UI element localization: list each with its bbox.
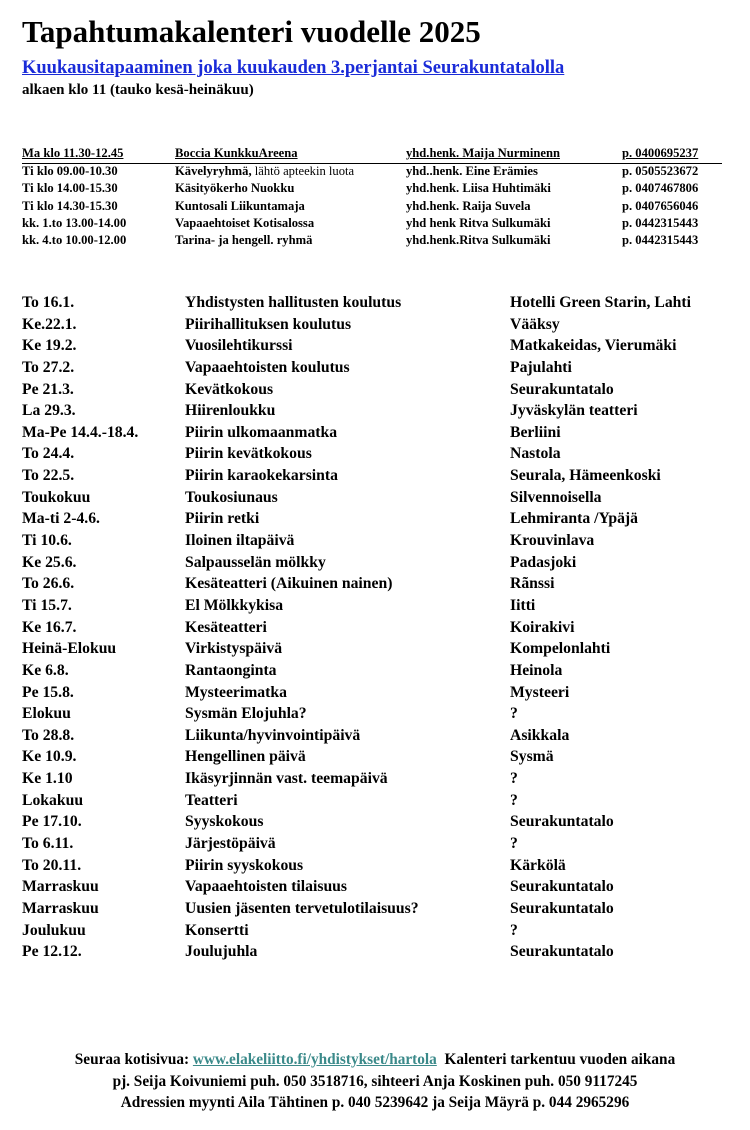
weekly-row bbox=[22, 216, 722, 233]
event-place: Seurakuntatalo bbox=[510, 899, 614, 917]
event-place: Kompelonlahti bbox=[510, 640, 611, 658]
event-date: To 26.6. bbox=[22, 575, 75, 593]
event-row bbox=[22, 640, 732, 662]
event-date: Marraskuu bbox=[22, 878, 99, 896]
event-place: Krouvinlava bbox=[510, 532, 595, 550]
event-row bbox=[22, 467, 732, 489]
event-date: To 16.1. bbox=[22, 294, 75, 311]
weekly-activity-text: Vapaaehtoiset Kotisalossa bbox=[175, 215, 315, 230]
event-name: Mysteerimatka bbox=[185, 683, 287, 701]
event-place: Nastola bbox=[510, 445, 561, 463]
weekly-contact: yhd henk Ritva Sulkumäki bbox=[406, 215, 551, 230]
event-place: Sysmä bbox=[510, 748, 554, 766]
event-name: Piirin karaokekarsinta bbox=[185, 467, 338, 485]
event-row bbox=[22, 597, 732, 619]
event-name: Joulujuhla bbox=[185, 943, 258, 961]
weekly-phone: p. 0407656046 bbox=[622, 198, 699, 213]
event-row bbox=[22, 727, 732, 749]
page-title: Tapahtumakalenteri vuodelle 2025 bbox=[22, 14, 481, 49]
monthly-meeting-link[interactable]: Kuukausitapaaminen joka kuukauden 3.perjantai Seurakuntatalolla bbox=[22, 58, 565, 78]
event-row bbox=[22, 684, 732, 706]
event-name: Salpausselän mölkky bbox=[185, 553, 326, 571]
weekly-activity bbox=[175, 216, 314, 231]
weekly-row bbox=[22, 233, 722, 250]
event-row bbox=[22, 813, 732, 835]
event-place: Mysteeri bbox=[510, 683, 570, 701]
event-name: Vapaaehtoisten koulutus bbox=[185, 358, 350, 376]
event-place: Padasjoki bbox=[510, 553, 577, 571]
weekly-phone: p. 0505523672 bbox=[622, 164, 699, 179]
event-date: Ke 25.6. bbox=[22, 553, 77, 571]
event-name: Piirihallituksen koulutus bbox=[185, 315, 352, 333]
event-row bbox=[22, 575, 732, 597]
weekly-activity-text: Käsityökerho Nuokku bbox=[175, 181, 295, 196]
event-name: Liikunta/hyvinvointipäivä bbox=[185, 726, 361, 744]
weekly-activity bbox=[175, 146, 298, 161]
weekly-contact: yhd.henk. Raija Suvela bbox=[406, 198, 531, 213]
event-date: Ma-Pe 14.4.-18.4. bbox=[22, 423, 139, 441]
event-row bbox=[22, 705, 732, 727]
event-row bbox=[22, 748, 732, 770]
event-place: Seurala, Hämeenkoski bbox=[510, 467, 661, 485]
weekly-contact: yhd.henk. Liisa Huhtimäki bbox=[406, 181, 551, 196]
event-place: Asikkala bbox=[510, 726, 570, 744]
event-date: To 28.8. bbox=[22, 726, 75, 744]
footer-homepage-label: Seuraa kotisivua: bbox=[74, 1051, 193, 1068]
weekly-activity bbox=[175, 164, 354, 179]
event-name: El Mölkkykisa bbox=[185, 596, 284, 614]
weekly-time: kk. 1.to 13.00-14.00 bbox=[22, 215, 127, 230]
event-date: Ti 15.7. bbox=[22, 596, 72, 614]
event-date: To 20.11. bbox=[22, 856, 82, 874]
event-place: Hotelli Green Starin, Lahti bbox=[510, 294, 691, 311]
event-place: Vääksy bbox=[510, 315, 560, 333]
event-row bbox=[22, 337, 732, 359]
event-place: Kärkölä bbox=[510, 856, 566, 874]
weekly-phone: p. 0442315443 bbox=[622, 215, 699, 230]
event-date: Joulukuu bbox=[22, 921, 86, 939]
event-date: Elokuu bbox=[22, 705, 71, 723]
event-row bbox=[22, 532, 732, 554]
event-name: Piirin retki bbox=[185, 510, 260, 528]
weekly-activity-text: Tarina- ja hengell. ryhmä bbox=[175, 232, 313, 247]
event-date: Toukokuu bbox=[22, 488, 91, 506]
event-name: Hengellinen päivä bbox=[185, 748, 306, 766]
event-date: Ke.22.1. bbox=[22, 315, 77, 333]
event-date: Pe 21.3. bbox=[22, 380, 74, 398]
event-name: Vuosilehtikurssi bbox=[185, 337, 293, 355]
event-date: La 29.3. bbox=[22, 402, 76, 420]
event-name: Piirin kevätkokous bbox=[185, 445, 312, 463]
event-name: Syyskokous bbox=[185, 813, 264, 831]
event-place: Seurakuntatalo bbox=[510, 380, 614, 398]
event-date: Ke 6.8. bbox=[22, 661, 69, 679]
event-place: Heinola bbox=[510, 661, 563, 679]
weekly-time: Ti klo 14.30-15.30 bbox=[22, 198, 118, 213]
footer-line-homepage bbox=[0, 1049, 750, 1071]
event-name: Kesäteatteri bbox=[185, 618, 267, 636]
weekly-activities bbox=[22, 146, 722, 250]
event-row bbox=[22, 662, 732, 684]
event-row bbox=[22, 878, 732, 900]
event-name: Kesäteatteri (Aikuinen nainen) bbox=[185, 575, 393, 593]
event-place: Matkakeidas, Vierumäki bbox=[510, 337, 677, 355]
event-date: Ke 1.10 bbox=[22, 770, 73, 788]
event-row bbox=[22, 489, 732, 511]
event-row bbox=[22, 316, 732, 338]
event-place: Rãnssi bbox=[510, 575, 555, 593]
event-date: To 22.5. bbox=[22, 467, 75, 485]
event-name: Teatteri bbox=[185, 791, 238, 809]
footer-line-cards: Adressien myynti Aila Tähtinen p. 040 5239642 ja Seija Mäyrä p. 044 2965296 bbox=[120, 1094, 630, 1111]
event-row bbox=[22, 424, 732, 446]
weekly-activity-text: Boccia KunkkuAreena bbox=[175, 146, 298, 160]
event-row bbox=[22, 922, 732, 944]
event-name: Rantaonginta bbox=[185, 661, 277, 679]
event-row bbox=[22, 835, 732, 857]
event-name: Toukosiunaus bbox=[185, 488, 278, 506]
event-date: Ma-ti 2-4.6. bbox=[22, 510, 100, 528]
weekly-row bbox=[22, 164, 722, 181]
footer-calendar-note: Kalenteri tarkentuu vuoden aikana bbox=[436, 1051, 676, 1068]
weekly-row bbox=[22, 199, 722, 216]
event-date: Pe 15.8. bbox=[22, 683, 74, 701]
event-name: Kevätkokous bbox=[185, 380, 274, 398]
event-place: Lehmiranta /Ypäjä bbox=[510, 510, 638, 528]
event-date: Ke 19.2. bbox=[22, 337, 77, 355]
event-row bbox=[22, 510, 732, 532]
weekly-contact: yhd..henk. Eine Erämies bbox=[406, 164, 538, 179]
event-name: Konsertti bbox=[185, 921, 249, 939]
event-name: Vapaaehtoisten tilaisuus bbox=[185, 878, 347, 896]
event-date: Ke 16.7. bbox=[22, 618, 77, 636]
event-row bbox=[22, 770, 732, 792]
weekly-phone: p. 0442315443 bbox=[622, 232, 699, 247]
event-name: Hiirenloukku bbox=[185, 402, 276, 420]
footer-line-officers: pj. Seija Koivuniemi puh. 050 3518716, sihteeri Anja Koskinen puh. 050 9117245 bbox=[112, 1072, 638, 1090]
event-place: ? bbox=[510, 791, 518, 809]
monthly-meeting-note: alkaen klo 11 (tauko kesä-heinäkuu) bbox=[22, 82, 254, 98]
event-row bbox=[22, 554, 732, 576]
events-table bbox=[22, 294, 732, 965]
event-row bbox=[22, 381, 732, 403]
weekly-activity-text: Kävelyryhmä, bbox=[175, 164, 252, 179]
event-place: ? bbox=[510, 835, 518, 853]
weekly-time: kk. 4.to 10.00-12.00 bbox=[22, 232, 127, 247]
event-name: Yhdistysten hallitusten koulutus bbox=[185, 294, 402, 311]
event-row bbox=[22, 402, 732, 424]
event-place: ? bbox=[510, 921, 518, 939]
event-name: Virkistyspäivä bbox=[185, 640, 283, 658]
event-date: To 27.2. bbox=[22, 358, 75, 376]
event-name: Piirin ulkomaanmatka bbox=[185, 423, 338, 441]
event-place: Seurakuntatalo bbox=[510, 813, 614, 831]
weekly-time: Ma klo 11.30-12.45 bbox=[22, 146, 124, 160]
event-name: Järjestöpäivä bbox=[185, 835, 276, 853]
weekly-time: Ti klo 09.00-10.30 bbox=[22, 164, 118, 179]
event-name: Ikäsyrjinnän vast. teemapäivä bbox=[185, 770, 388, 788]
weekly-activity-extra: lähtö apteekin luota bbox=[251, 164, 355, 179]
footer bbox=[0, 1049, 750, 1114]
event-place: Seurakuntatalo bbox=[510, 878, 614, 896]
weekly-phone: p. 0407467806 bbox=[622, 181, 699, 196]
event-date: Pe 12.12. bbox=[22, 943, 82, 961]
event-date: Ke 10.9. bbox=[22, 748, 77, 766]
event-row bbox=[22, 359, 732, 381]
event-row bbox=[22, 294, 732, 316]
event-date: To 6.11. bbox=[22, 835, 74, 853]
event-name: Uusien jäsenten tervetulotilaisuus? bbox=[185, 899, 419, 917]
event-date: Marraskuu bbox=[22, 899, 99, 917]
event-place: Seurakuntatalo bbox=[510, 943, 614, 961]
weekly-activity bbox=[175, 233, 312, 248]
weekly-activity-text: Kuntosali Liikuntamaja bbox=[175, 198, 305, 213]
weekly-time: Ti klo 14.00-15.30 bbox=[22, 181, 118, 196]
weekly-contact: yhd.henk.Ritva Sulkumäki bbox=[406, 232, 551, 247]
event-row bbox=[22, 857, 732, 879]
event-place: Koirakivi bbox=[510, 618, 575, 636]
event-date: To 24.4. bbox=[22, 445, 75, 463]
event-place: Jyväskylän teatteri bbox=[510, 402, 638, 420]
event-row bbox=[22, 943, 732, 965]
event-place: Iitti bbox=[510, 596, 536, 614]
event-date: Heinä-Elokuu bbox=[22, 640, 117, 658]
event-place: ? bbox=[510, 770, 518, 788]
event-date: Lokakuu bbox=[22, 791, 84, 809]
homepage-link[interactable]: www.elakeliitto.fi/yhdistykset/hartola bbox=[192, 1051, 437, 1068]
event-date: Ti 10.6. bbox=[22, 532, 72, 550]
event-date: Pe 17.10. bbox=[22, 813, 82, 831]
event-place: Silvennoisella bbox=[510, 488, 602, 506]
event-place: Berliini bbox=[510, 423, 561, 441]
event-row bbox=[22, 445, 732, 467]
weekly-phone: p. 0400695237 bbox=[622, 146, 699, 160]
event-name: Piirin syyskokous bbox=[185, 856, 304, 874]
weekly-activity bbox=[175, 181, 294, 196]
weekly-activity bbox=[175, 199, 305, 214]
event-row bbox=[22, 792, 732, 814]
weekly-row bbox=[22, 181, 722, 198]
event-row bbox=[22, 900, 732, 922]
event-row bbox=[22, 619, 732, 641]
weekly-contact: yhd.henk. Maija Nurminenn bbox=[406, 146, 560, 160]
event-place: ? bbox=[510, 705, 518, 723]
event-name: Sysmän Elojuhla? bbox=[185, 705, 307, 723]
event-place: Pajulahti bbox=[510, 358, 572, 376]
event-name: Iloinen iltapäivä bbox=[185, 532, 295, 550]
weekly-row bbox=[22, 146, 722, 164]
